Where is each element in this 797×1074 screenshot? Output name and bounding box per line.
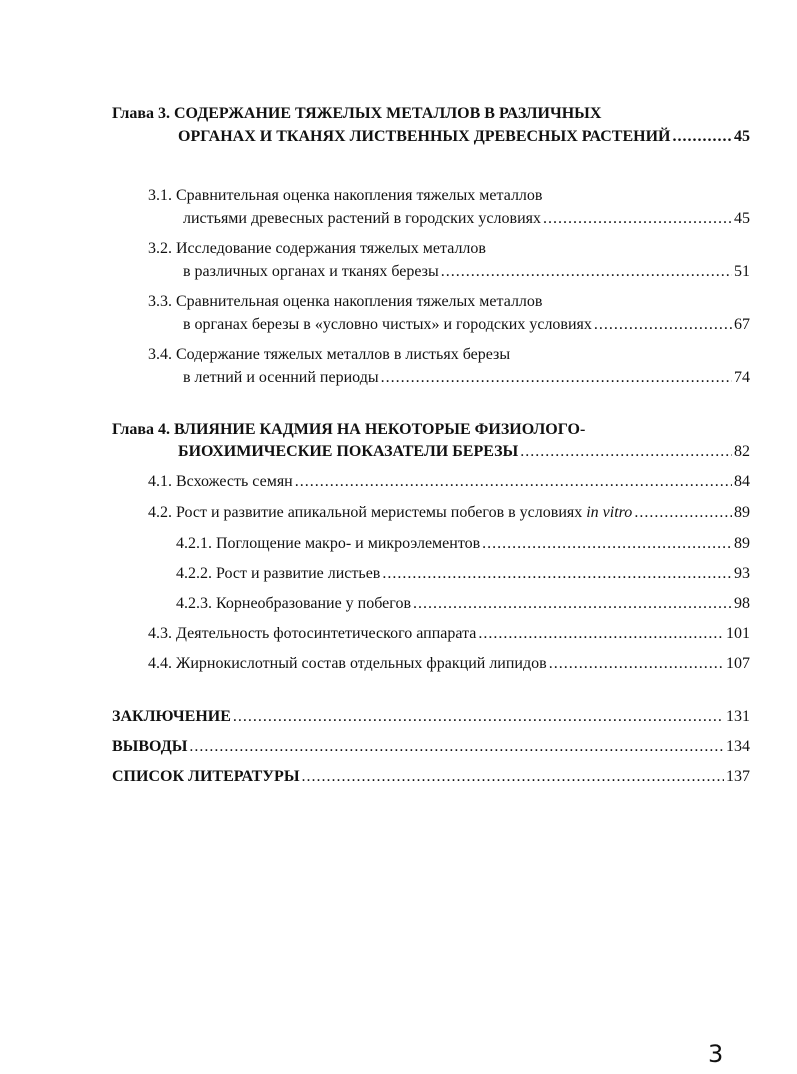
section-3-2-line1: 3.2. Исследование содержания тяжелых металлов xyxy=(148,240,486,257)
section-4-4 xyxy=(148,654,750,674)
chapter3-heading-line1 xyxy=(112,104,601,124)
toc-conclusion xyxy=(112,707,750,727)
section-3-4-line2 xyxy=(183,368,750,388)
section-4-2-2-page: 93 xyxy=(734,565,750,582)
dot-leader xyxy=(189,737,724,757)
dot-leader xyxy=(482,534,732,554)
dot-leader xyxy=(302,767,724,787)
section-4-2-1 xyxy=(176,534,750,554)
chapter4-heading-line1 xyxy=(112,420,585,440)
section-3-3-line1: 3.3. Сравнительная оценка накопления тяжелых металлов xyxy=(148,293,543,310)
section-4-1 xyxy=(148,472,750,492)
chapter3-label: Глава 3. xyxy=(112,105,170,122)
chapter3-title-line1: СОДЕРЖАНИЕ ТЯЖЕЛЫХ МЕТАЛЛОВ В РАЗЛИЧНЫХ xyxy=(174,105,602,122)
section-3-3-page: 67 xyxy=(734,316,750,333)
dot-leader xyxy=(441,262,732,282)
findings-page: 134 xyxy=(726,738,750,755)
conclusion-text: ЗАКЛЮЧЕНИЕ xyxy=(112,708,231,725)
section-4-1-text: 4.1. Всхожесть семян xyxy=(148,473,293,490)
conclusion-page: 131 xyxy=(726,708,750,725)
section-4-2-2-text: 4.2.2. Рост и развитие листьев xyxy=(176,565,381,582)
chapter3-page: 45 xyxy=(734,128,750,145)
section-4-2-text: 4.2. Рост и развитие апикальной меристемы побегов в условиях xyxy=(148,504,583,521)
dot-leader xyxy=(295,472,732,492)
section-3-2-text: в различных органах и тканях березы xyxy=(183,263,439,280)
section-4-2-page: 89 xyxy=(734,504,750,521)
toc-findings xyxy=(112,737,750,757)
section-4-2-3 xyxy=(176,594,750,614)
section-3-1-line2 xyxy=(183,209,750,229)
section-3-4-page: 74 xyxy=(734,369,750,386)
dot-leader xyxy=(382,564,732,584)
dot-leader xyxy=(549,654,724,674)
chapter4-title-line2: БИОХИМИЧЕСКИЕ ПОКАЗАТЕЛИ БЕРЕЗЫ xyxy=(178,443,519,460)
dot-leader xyxy=(233,707,724,727)
section-4-2-1-page: 89 xyxy=(734,535,750,552)
section-3-3-text: в органах березы в «условно чистых» и городских условиях xyxy=(183,316,592,333)
section-4-2-3-text: 4.2.3. Корнеобразование у побегов xyxy=(176,595,411,612)
chapter4-page: 82 xyxy=(734,443,750,460)
dot-leader xyxy=(543,209,732,229)
section-3-1-text: листьями древесных растений в городских условиях xyxy=(183,210,541,227)
section-3-4-text: в летний и осенний периоды xyxy=(183,369,379,386)
dot-leader xyxy=(520,442,732,462)
section-3-1-page: 45 xyxy=(734,210,750,227)
section-4-2-1-text: 4.2.1. Поглощение макро- и микроэлементов xyxy=(176,535,481,552)
section-3-2-page: 51 xyxy=(734,263,750,280)
references-text: СПИСОК ЛИТЕРАТУРЫ xyxy=(112,768,300,785)
chapter3-title-line2: ОРГАНАХ И ТКАНЯХ ЛИСТВЕННЫХ ДРЕВЕСНЫХ РАСТЕНИЙ xyxy=(178,128,671,145)
dot-leader xyxy=(672,127,732,147)
chapter4-title-line1: ВЛИЯНИЕ КАДМИЯ НА НЕКОТОРЫЕ ФИЗИОЛОГО- xyxy=(174,421,586,438)
section-4-2 xyxy=(148,503,750,523)
chapter4-heading-line2 xyxy=(178,442,750,462)
section-4-4-page: 107 xyxy=(726,655,750,672)
dot-leader xyxy=(634,503,732,523)
chapter3-heading-line2 xyxy=(178,127,750,147)
findings-text: ВЫВОДЫ xyxy=(112,738,188,755)
section-4-3-text: 4.3. Деятельность фотосинтетического аппарата xyxy=(148,625,477,642)
dot-leader xyxy=(594,315,732,335)
references-page: 137 xyxy=(726,768,750,785)
dot-leader xyxy=(478,624,724,644)
section-3-4-line1: 3.4. Содержание тяжелых металлов в листьях березы xyxy=(148,346,511,363)
section-4-1-page: 84 xyxy=(734,473,750,490)
toc-references xyxy=(112,767,750,787)
dot-leader xyxy=(413,594,732,614)
section-4-3 xyxy=(148,624,750,644)
section-4-3-page: 101 xyxy=(726,625,750,642)
section-3-2-line2 xyxy=(183,262,750,282)
section-3-1-line1: 3.1. Сравнительная оценка накопления тяжелых металлов xyxy=(148,187,543,204)
section-4-2-3-page: 98 xyxy=(734,595,750,612)
section-4-2-italic: in vitro xyxy=(586,504,633,521)
chapter4-label: Глава 4. xyxy=(112,421,170,438)
section-4-2-2 xyxy=(176,564,750,584)
page-number: 3 xyxy=(708,1040,724,1068)
section-3-3-line2 xyxy=(183,315,750,335)
dot-leader xyxy=(381,368,732,388)
section-4-4-text: 4.4. Жирнокислотный состав отдельных фракций липидов xyxy=(148,655,547,672)
section-4-2-text-wrap xyxy=(148,503,632,523)
